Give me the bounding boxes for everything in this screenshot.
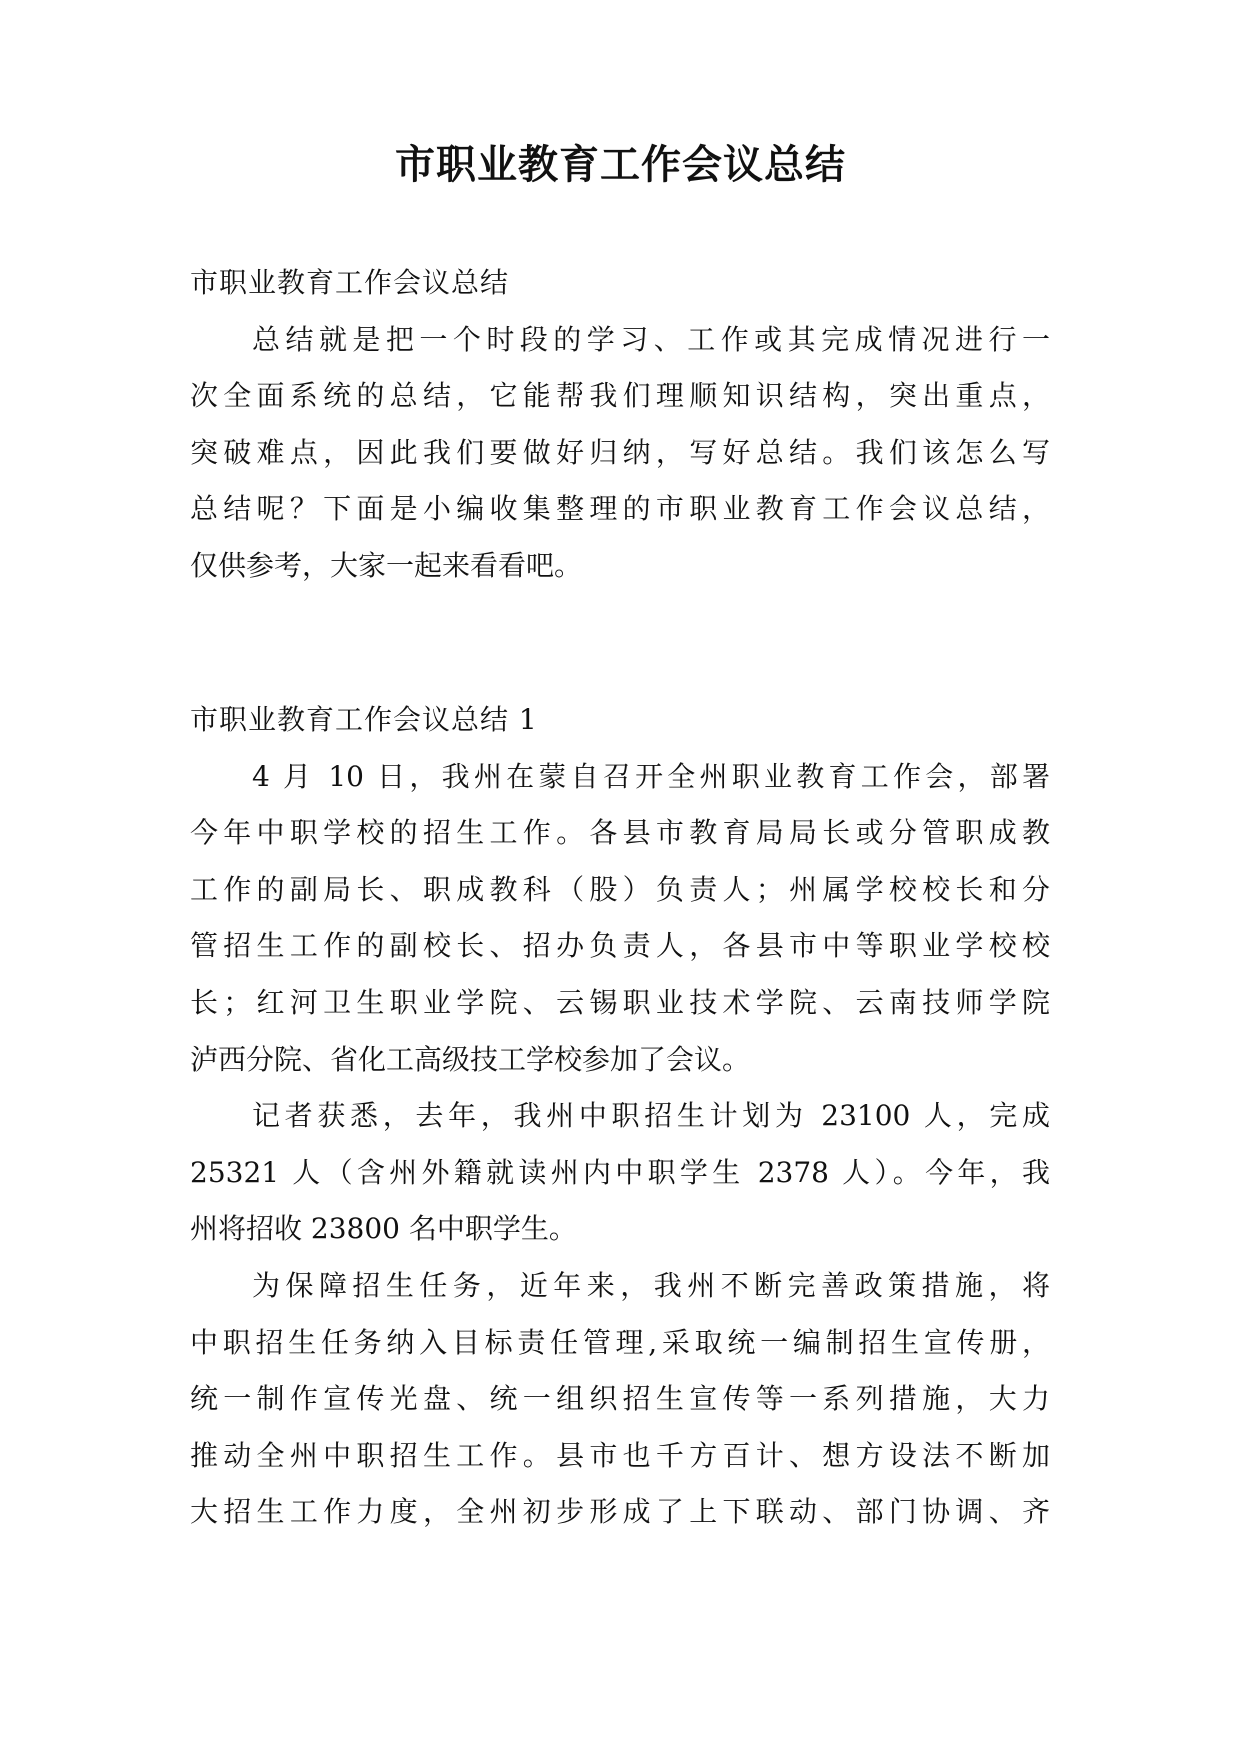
text-line: 总结就是把一个时段的学习、工作或其完成情况进行一 (252, 322, 1050, 356)
text-line: 今年中职学校的招生工作。各县市教育局局长或分管职成教 (190, 816, 1050, 850)
document-heading: 市职业教育工作会议总结 (190, 266, 510, 299)
text-line: 泸西分院、省化工高级技工学校参加了会议。 (190, 1042, 751, 1076)
text-line: 工作的副局长、职成教科（股）负责人；州属学校校长和分 (190, 872, 1050, 906)
text-line: 推动全州中职招生工作。县市也千方百计、想方设法不断加 (190, 1438, 1050, 1472)
text-line: 长；红河卫生职业学院、云锡职业技术学院、云南技师学院 (190, 985, 1050, 1019)
section-paragraph (190, 1088, 1050, 1258)
text-line: 仅供参考，大家一起来看看吧。 (190, 548, 583, 582)
section-1 (190, 692, 1050, 1541)
text-line: 州将招收 23800 名中职学生。 (190, 1212, 577, 1246)
text-line: 管招生工作的副校长、招办负责人，各县市中等职业学校校 (190, 929, 1050, 963)
text-line: 中职招生任务纳入目标责任管理,采取统一编制招生宣传册， (190, 1325, 1050, 1359)
text-line: 为保障招生任务，近年来，我州不断完善政策措施，将 (252, 1268, 1050, 1302)
document-title: 市职业教育工作会议总结 (395, 141, 846, 188)
text-line: 25321 人（含州外籍就读州内中职学生 2378 人）。今年，我 (190, 1155, 1050, 1189)
text-line: 突破难点，因此我们要做好归纳，写好总结。我们该怎么写 (190, 435, 1050, 469)
text-line: 统一制作宣传光盘、统一组织招生宣传等一系列措施，大力 (190, 1382, 1050, 1416)
text-line: 大招生工作力度，全州初步形成了上下联动、部门协调、齐 (190, 1495, 1050, 1529)
section-paragraph (190, 749, 1050, 1089)
section-heading: 市职业教育工作会议总结 1 (190, 703, 538, 736)
text-line: 次全面系统的总结，它能帮我们理顺知识结构，突出重点， (190, 379, 1050, 413)
text-line: 记者获悉，去年，我州中职招生计划为 23100 人，完成 (252, 1099, 1050, 1133)
intro-block (190, 255, 1050, 595)
intro-paragraph (190, 312, 1050, 595)
section-paragraph (190, 1258, 1050, 1541)
text-line: 4 月 10 日，我州在蒙自召开全州职业教育工作会，部署 (252, 759, 1050, 793)
text-line: 总结呢？下面是小编收集整理的市职业教育工作会议总结， (190, 492, 1050, 526)
